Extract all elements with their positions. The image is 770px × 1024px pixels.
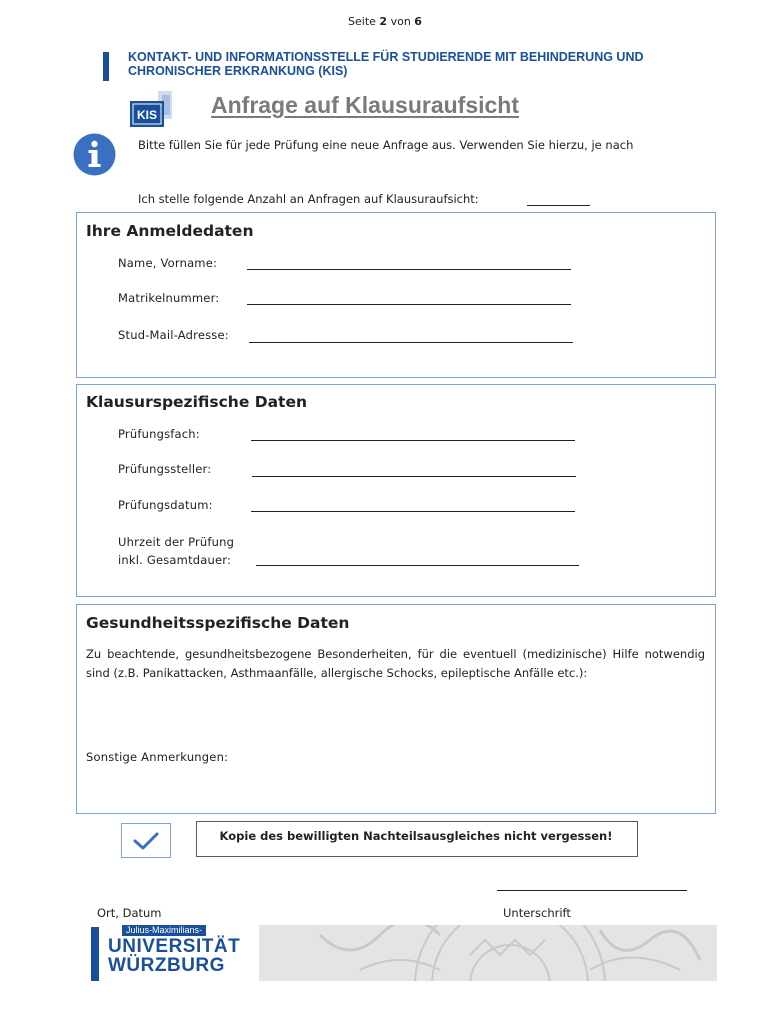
instruction-text: Bitte füllen Sie für jede Prüfung eine neue Anfrage aus. Verwenden Sie hierzu, je nach (138, 138, 634, 152)
exam-date-field[interactable] (251, 511, 575, 512)
examiner-field[interactable] (252, 476, 576, 477)
name-label: Name, Vorname: (118, 256, 218, 270)
health-data-box (76, 604, 716, 814)
subject-field[interactable] (251, 440, 575, 441)
checkmark-icon (122, 824, 170, 857)
other-remarks-label: Sonstige Anmerkungen: (86, 750, 229, 764)
signature-label: Unterschrift (503, 906, 571, 920)
university-seal (300, 925, 717, 981)
header-accent-bar (103, 52, 109, 81)
university-logo-bar (91, 927, 99, 981)
health-data-heading: Gesundheitsspezifische Daten (86, 614, 350, 632)
page-title: Anfrage auf Klausuraufsicht (211, 92, 519, 118)
exam-date-label: Prüfungsdatum: (118, 498, 213, 512)
matriculation-field[interactable] (247, 304, 571, 305)
request-count-field[interactable] (527, 205, 590, 206)
reminder-checkbox[interactable] (121, 823, 171, 858)
reminder-text: Kopie des bewilligten Nachteilsausgleiches nicht vergessen! (219, 829, 613, 843)
organization-header-line1: KONTAKT- UND INFORMATIONSSTELLE FÜR STUDIERENDE MIT BEHINDERUNG UND (128, 50, 644, 64)
university-logo-line1: UNIVERSITÄT (108, 936, 241, 957)
organization-header-line2: CHRONISCHER ERKRANKUNG (KIS) (128, 64, 348, 78)
university-logo-line2: WÜRZBURG (108, 955, 225, 976)
registration-data-heading: Ihre Anmeldedaten (86, 222, 254, 240)
request-count-label: Ich stelle folgende Anzahl an Anfragen auf Klausuraufsicht: (138, 192, 479, 206)
university-logo-small: Julius-Maximilians- (122, 925, 206, 936)
kis-logo-text: KIS (136, 108, 158, 122)
signature-line[interactable] (497, 890, 687, 891)
info-icon (73, 133, 116, 176)
email-label: Stud-Mail-Adresse: (118, 328, 229, 342)
exam-data-heading: Klausurspezifische Daten (86, 393, 308, 411)
examiner-label: Prüfungssteller: (118, 462, 212, 476)
exam-time-field[interactable] (256, 565, 579, 566)
page-number: Seite 2 von 6 (348, 15, 422, 28)
subject-label: Prüfungsfach: (118, 427, 200, 441)
health-details-text: Zu beachtende, gesundheitsbezogene Besonderheiten, für die eventuell (medizinische) Hilfe notwendig sind (z.B. Panikattacken, Asthmaanfälle, allergische Schocks, epileptische Anfälle etc.): (86, 647, 705, 680)
matriculation-label: Matrikelnummer: (118, 291, 220, 305)
exam-time-label: Uhrzeit der Prüfung inkl. Gesamtdauer: (118, 535, 235, 567)
kis-logo (128, 89, 174, 129)
organization-header (128, 50, 644, 78)
email-field[interactable] (249, 342, 573, 343)
name-field[interactable] (247, 269, 571, 270)
place-date-label: Ort, Datum (97, 906, 162, 920)
